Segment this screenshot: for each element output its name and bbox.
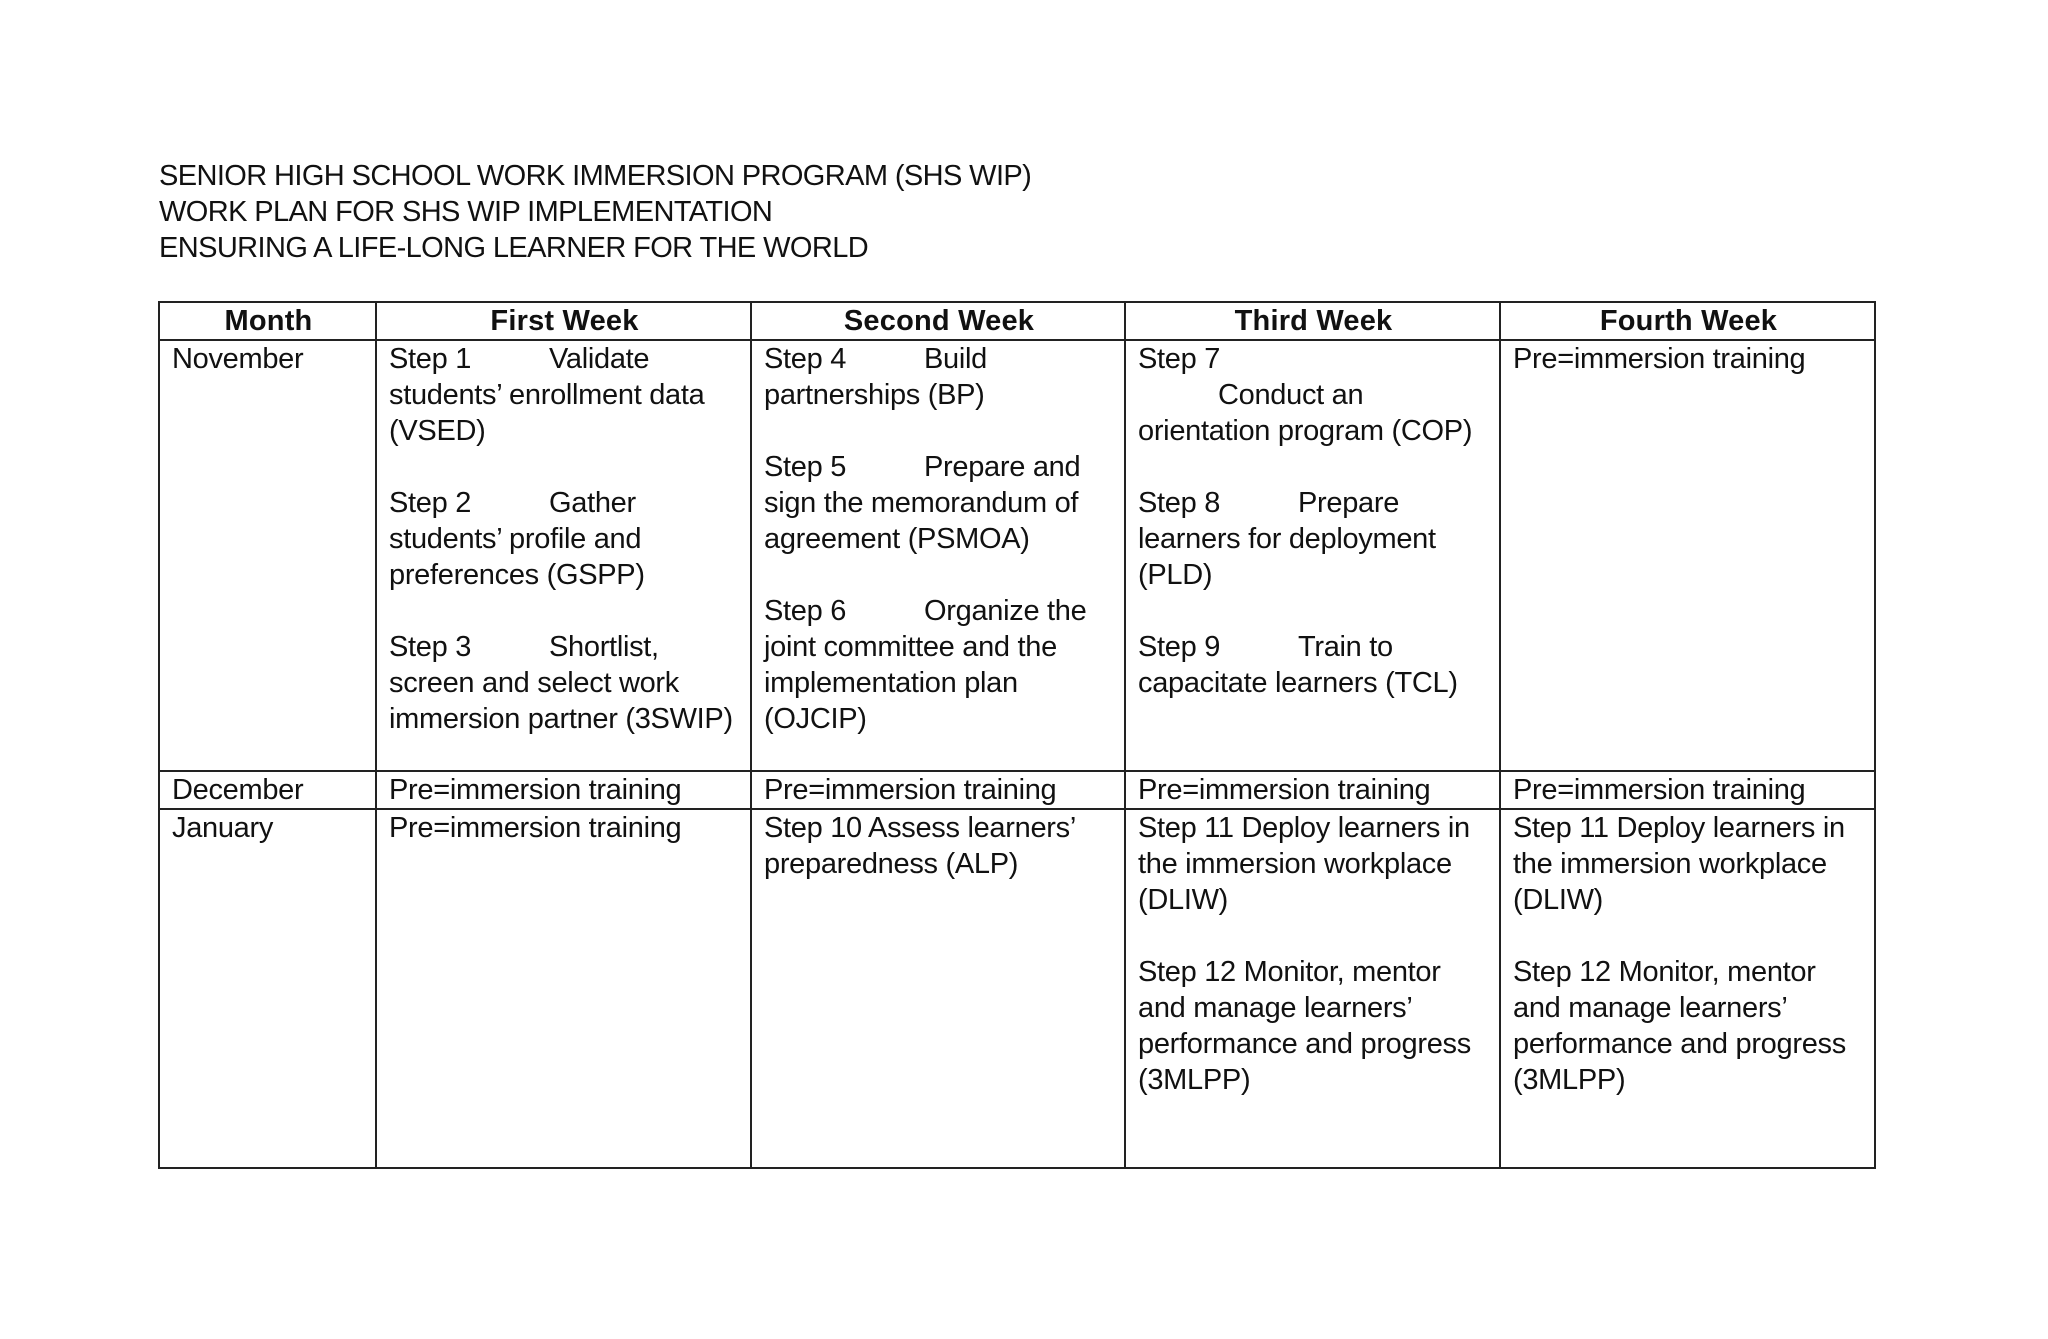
week-cell	[376, 340, 751, 771]
step-text: Gather students’ profile and preferences (GSPP)	[389, 487, 645, 591]
column-header-month: Month	[159, 302, 376, 340]
step-number: Step 3	[389, 631, 472, 663]
table-row	[159, 340, 1875, 771]
step-number: Step 4	[764, 343, 847, 375]
week-cell: Pre=immersion training	[1125, 771, 1500, 809]
week-cell	[1125, 340, 1500, 771]
step-entry	[389, 485, 740, 593]
step-entry	[1138, 629, 1489, 701]
table-row	[159, 809, 1875, 1168]
column-header-fourth-week: Fourth Week	[1500, 302, 1875, 340]
step-number: Step 9	[1138, 631, 1221, 663]
step-number: Step 8	[1138, 487, 1221, 519]
step-number: Step 6	[764, 595, 847, 627]
week-cell: Pre=immersion training	[1500, 771, 1875, 809]
step-number: Step 7	[1138, 343, 1221, 375]
document-header	[159, 158, 1031, 266]
table-row	[159, 771, 1875, 809]
table-header-row	[159, 302, 1875, 340]
step-entry	[764, 341, 1114, 413]
header-tagline: ENSURING A LIFE-LONG LEARNER FOR THE WORLD	[159, 232, 869, 264]
step-text: Shortlist, screen and select work immersion partner (3SWIP)	[389, 631, 733, 735]
step-entry	[764, 593, 1114, 737]
week-cell	[1500, 809, 1875, 1168]
work-plan-table	[158, 301, 1876, 1169]
month-cell: November	[159, 340, 376, 771]
step-text: Conduct an orientation program (COP)	[1138, 379, 1473, 447]
step-entry: Step 11 Deploy learners in the immersion workplace (DLIW)	[1138, 812, 1470, 916]
step-text: Organize the joint committee and the implementation plan (OJCIP)	[764, 595, 1087, 735]
header-subtitle: WORK PLAN FOR SHS WIP IMPLEMENTATION	[159, 196, 773, 228]
month-cell: January	[159, 809, 376, 1168]
column-header-first-week: First Week	[376, 302, 751, 340]
step-number: Step 1	[389, 343, 472, 375]
step-entry	[389, 629, 740, 737]
step-entry	[389, 341, 740, 449]
step-entry: Step 12 Monitor, mentor and manage learners’ performance and progress (3MLPP)	[1513, 956, 1846, 1096]
week-cell	[1125, 809, 1500, 1168]
column-header-second-week: Second Week	[751, 302, 1125, 340]
step-entry: Step 12 Monitor, mentor and manage learners’ performance and progress (3MLPP)	[1138, 956, 1471, 1096]
step-text: Prepare and sign the memorandum of agreement (PSMOA)	[764, 451, 1081, 555]
step-text: Build partnerships (BP)	[764, 343, 987, 411]
step-entry	[764, 449, 1114, 557]
step-number: Step 2	[389, 487, 472, 519]
week-cell: Pre=immersion training	[751, 771, 1125, 809]
step-entry: Step 11 Deploy learners in the immersion workplace (DLIW)	[1513, 812, 1845, 916]
week-cell: Step 10 Assess learners’ preparedness (ALP)	[751, 809, 1125, 1168]
step-entry	[1138, 341, 1489, 449]
week-cell	[751, 340, 1125, 771]
step-number: Step 5	[764, 451, 847, 483]
step-entry	[1138, 485, 1489, 593]
week-cell: Pre=immersion training	[376, 771, 751, 809]
column-header-third-week: Third Week	[1125, 302, 1500, 340]
month-cell: December	[159, 771, 376, 809]
step-text: Train to capacitate learners (TCL)	[1138, 631, 1458, 699]
header-title: SENIOR HIGH SCHOOL WORK IMMERSION PROGRAM (SHS WIP)	[159, 160, 1032, 192]
week-cell: Pre=immersion training	[1500, 340, 1875, 771]
step-text: Validate students’ enrollment data (VSED)	[389, 343, 705, 447]
week-cell: Pre=immersion training	[376, 809, 751, 1168]
step-text: Prepare learners for deployment (PLD)	[1138, 487, 1436, 591]
